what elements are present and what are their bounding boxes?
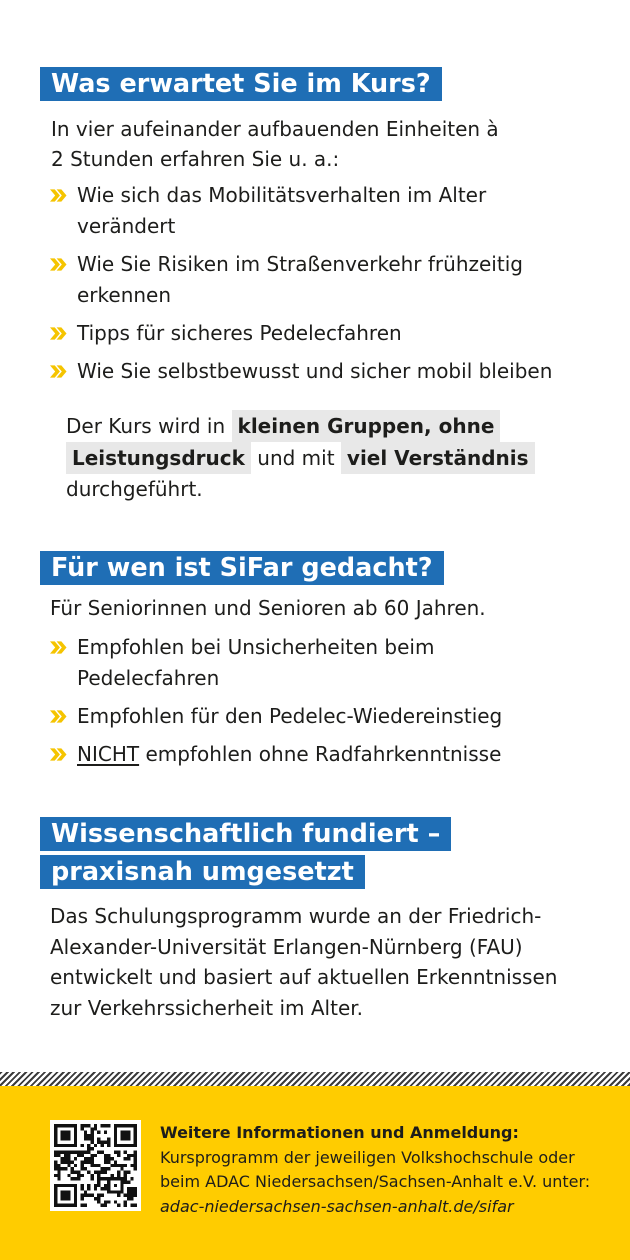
info-line: beim ADAC Niedersachsen/Sachsen-Anhalt e.V. unter: <box>160 1172 591 1191</box>
course-note <box>66 411 586 506</box>
science-body-line: Alexander-Universität Erlangen-Nürnberg (FAU) <box>50 934 523 959</box>
qr-code <box>50 1120 141 1211</box>
note-highlight: viel Verständnis <box>341 442 535 474</box>
note-text: und mit <box>250 445 341 470</box>
list-item <box>50 180 552 242</box>
underlined-emphasis: NICHT <box>77 742 140 766</box>
science-body-line: zur Verkehrssicherheit im Alter. <box>50 995 363 1020</box>
double-chevron-right-icon <box>50 327 67 340</box>
info-text <box>160 1121 590 1219</box>
double-chevron-right-icon <box>50 258 67 271</box>
list-item-line: Wie sich das Mobilitätsverhalten im Alter <box>77 183 487 207</box>
list-item <box>50 356 552 387</box>
note-text: durchgeführt. <box>66 477 203 501</box>
science-body-line: entwickelt und basiert auf aktuellen Erkenntnissen <box>50 965 558 989</box>
list-item-line: Empfohlen für den Pedelec-Wiedereinstieg <box>77 704 503 728</box>
hatched-divider <box>0 1072 630 1086</box>
science-heading-line: Wissenschaftlich fundiert – <box>40 817 451 851</box>
info-url: adac-niedersachsen-sachsen-anhalt.de/sifar <box>160 1196 514 1216</box>
course-intro <box>51 114 499 174</box>
note-highlight: kleinen Gruppen, ohne Leistungsdruck <box>66 410 500 474</box>
science-heading-line: praxisnah umgesetzt <box>40 855 365 889</box>
double-chevron-right-icon <box>50 365 67 378</box>
audience-recommendations-list <box>50 632 502 777</box>
double-chevron-right-icon <box>50 710 67 723</box>
list-item <box>50 739 502 770</box>
audience-intro <box>50 593 486 623</box>
list-item-line: Empfohlen bei Unsicherheiten beim <box>77 635 435 659</box>
list-item-line: erkennen <box>77 283 172 307</box>
audience-heading: Für wen ist SiFar gedacht? <box>40 551 444 585</box>
science-body-line: Das Schulungsprogramm wurde an der Friedrich- <box>50 904 542 928</box>
list-item-line: Wie Sie Risiken im Straßenverkehr frühzeitig <box>77 252 523 276</box>
info-line: Kursprogramm der jeweiligen Volkshochschule oder <box>160 1147 575 1167</box>
info-footer <box>0 1086 630 1260</box>
course-intro-line: 2 Stunden erfahren Sie u. a.: <box>51 147 340 171</box>
double-chevron-right-icon <box>50 189 67 202</box>
double-chevron-right-icon <box>50 748 67 761</box>
qr-code-pattern <box>54 1124 137 1207</box>
audience-intro-line: Für Seniorinnen und Senioren ab 60 Jahren. <box>50 596 486 620</box>
list-item-line <box>77 739 502 770</box>
list-item <box>50 318 552 349</box>
double-chevron-right-icon <box>50 641 67 654</box>
list-item-text: empfohlen ohne Radfahrkenntnisse <box>139 742 502 766</box>
info-title: Weitere Informationen und Anmeldung: <box>160 1123 519 1142</box>
list-item-line: Wie Sie selbstbewusst und sicher mobil bleiben <box>77 359 553 383</box>
course-heading: Was erwartet Sie im Kurs? <box>40 67 442 101</box>
science-body <box>50 901 557 1023</box>
list-item-line: verändert <box>77 214 176 238</box>
note-text: Der Kurs wird in <box>66 414 232 438</box>
course-intro-line: In vier aufeinander aufbauenden Einheiten à <box>51 117 499 141</box>
list-item-line: Pedelecfahren <box>77 666 220 690</box>
list-item <box>50 632 502 694</box>
list-item <box>50 249 552 311</box>
list-item-line: Tipps für sicheres Pedelecfahren <box>77 321 402 345</box>
qr-code-modules <box>54 1124 137 1207</box>
list-item <box>50 701 502 732</box>
course-topics-list <box>50 180 552 394</box>
